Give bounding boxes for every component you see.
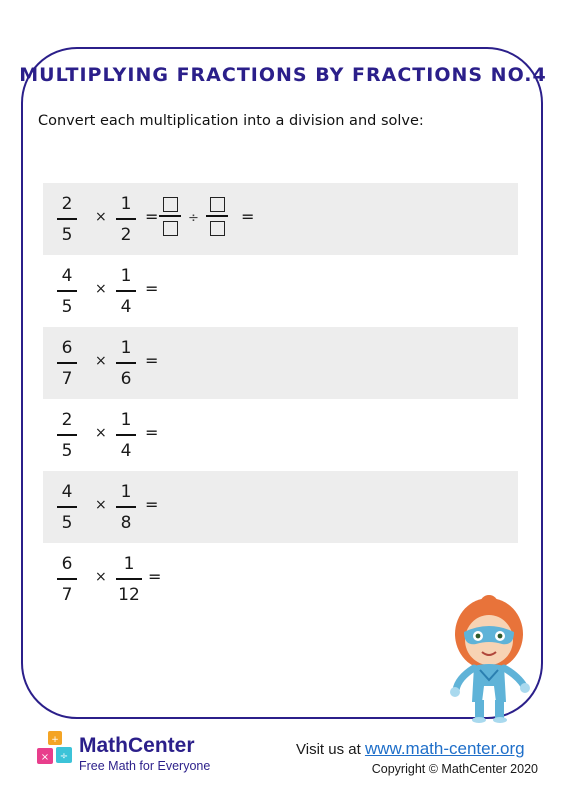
denominator: 5: [61, 512, 73, 533]
numerator: 2: [61, 410, 73, 430]
fraction: [57, 337, 77, 390]
problem-row: [43, 399, 518, 471]
denominator: 4: [120, 296, 132, 317]
numerator: 1: [120, 338, 132, 358]
answer-box[interactable]: [210, 197, 225, 212]
fraction: [116, 337, 136, 390]
equals-sign: =: [145, 351, 159, 370]
visit-label: Visit us at: [296, 741, 361, 758]
multiply-sign: ×: [95, 281, 107, 297]
fraction: [116, 265, 136, 318]
numerator: 1: [123, 554, 135, 574]
numerator: 1: [120, 410, 132, 430]
brand-tagline: Free Math for Everyone: [79, 759, 211, 773]
website-link[interactable]: www.math-center.org: [364, 739, 525, 758]
answer-box-fraction[interactable]: [206, 193, 228, 236]
problem-row: [43, 327, 518, 399]
denominator: 6: [120, 368, 132, 389]
numerator: 6: [61, 554, 73, 574]
brand-name: MathCenter: [79, 734, 195, 757]
fraction: [116, 193, 136, 246]
instructions: Convert each multiplication into a division and solve:: [38, 113, 424, 129]
equals-sign: =: [145, 279, 159, 298]
answer-box[interactable]: [210, 221, 225, 236]
numerator: 4: [61, 266, 73, 286]
equals-sign: =: [145, 423, 159, 442]
denominator: 7: [61, 368, 73, 389]
fraction: [57, 265, 77, 318]
fraction: [116, 553, 142, 606]
numerator: 1: [120, 266, 132, 286]
denominator: 5: [61, 440, 73, 461]
fraction-bar: [116, 578, 142, 580]
fraction-bar: [116, 218, 136, 220]
numerator: 6: [61, 338, 73, 358]
answer-box[interactable]: [163, 197, 178, 212]
fraction-bar: [116, 362, 136, 364]
svg-text:÷: ÷: [59, 751, 69, 762]
problem-row: [43, 471, 518, 543]
multiply-sign: ×: [95, 497, 107, 513]
answer-box-fraction[interactable]: [159, 193, 181, 236]
numerator: 1: [120, 194, 132, 214]
svg-text:+: +: [51, 735, 59, 745]
superhero-mascot-image: [444, 594, 534, 724]
denominator: 2: [120, 224, 132, 245]
fraction: [116, 481, 136, 534]
fraction: [57, 193, 77, 246]
copyright: Copyright © MathCenter 2020: [371, 762, 538, 776]
multiply-sign: ×: [95, 209, 107, 225]
equals-sign: =: [148, 567, 162, 586]
fraction-bar: [116, 506, 136, 508]
problem-row: [43, 183, 518, 255]
multiply-sign: ×: [95, 353, 107, 369]
fraction-bar: [57, 578, 77, 580]
denominator: 5: [61, 296, 73, 317]
fraction-bar: [116, 434, 136, 436]
numerator: 2: [61, 194, 73, 214]
brand: [79, 734, 210, 773]
fraction: [57, 553, 77, 606]
page-title: MULTIPLYING FRACTIONS BY FRACTIONS NO.4: [19, 64, 547, 86]
fraction-bar: [57, 290, 77, 292]
fraction: [116, 409, 136, 462]
fraction-bar: [57, 506, 77, 508]
visit-line: [296, 739, 525, 759]
fraction-bar: [206, 215, 228, 217]
svg-text:×: ×: [40, 752, 50, 763]
fraction: [57, 481, 77, 534]
fraction-bar: [159, 215, 181, 217]
divide-sign: ÷: [188, 211, 199, 226]
equals-sign: =: [145, 207, 159, 226]
multiply-sign: ×: [95, 425, 107, 441]
multiply-sign: ×: [95, 569, 107, 585]
problem-row: [43, 255, 518, 327]
mathcenter-logo-icon: [36, 730, 74, 768]
fraction-bar: [57, 434, 77, 436]
denominator: 12: [118, 584, 140, 605]
denominator: 5: [61, 224, 73, 245]
equals-sign: =: [145, 495, 159, 514]
denominator: 7: [61, 584, 73, 605]
numerator: 1: [120, 482, 132, 502]
equals-sign: =: [241, 207, 255, 226]
numerator: 4: [61, 482, 73, 502]
fraction-bar: [57, 218, 77, 220]
denominator: 4: [120, 440, 132, 461]
fraction: [57, 409, 77, 462]
denominator: 8: [120, 512, 132, 533]
fraction-bar: [57, 362, 77, 364]
answer-box[interactable]: [163, 221, 178, 236]
fraction-bar: [116, 290, 136, 292]
